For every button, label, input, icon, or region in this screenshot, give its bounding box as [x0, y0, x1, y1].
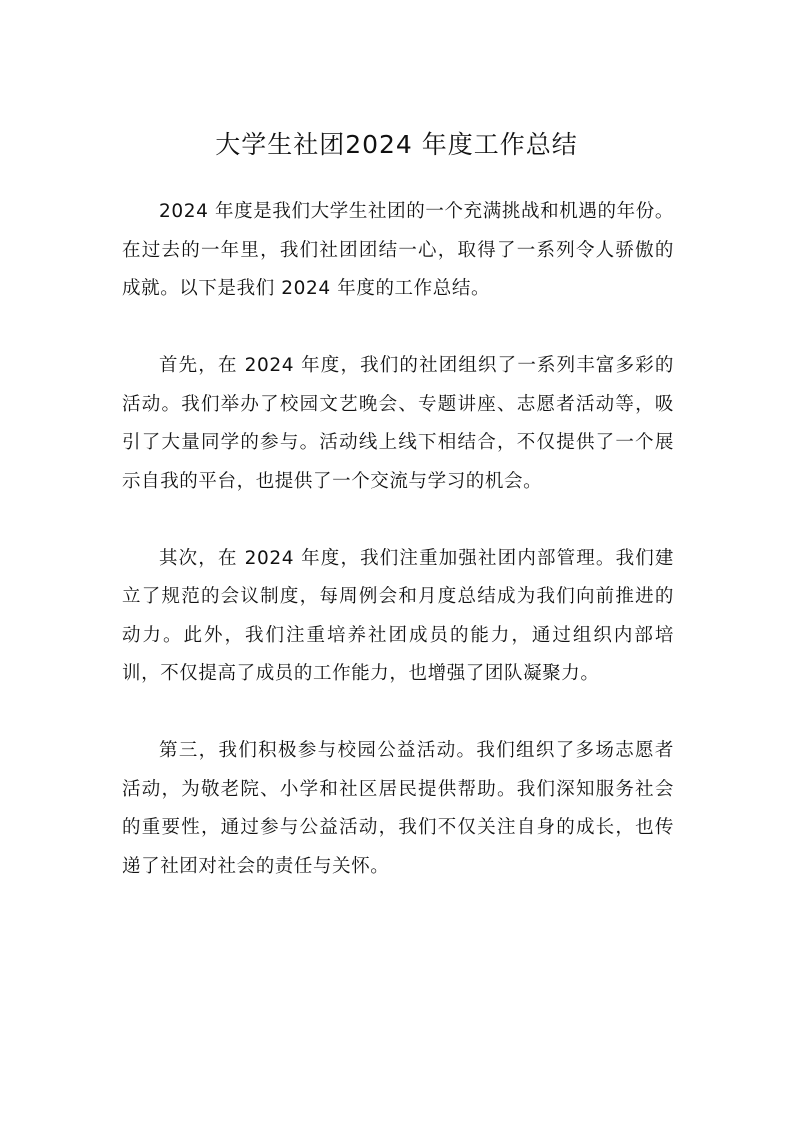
paragraph-activities: 首先，在 2024 年度，我们的社团组织了一系列丰富多彩的活动。我们举办了校园文艺晚会、专题讲座、志愿者活动等，吸引了大量同学的参与。活动线上线下相结合，不仅提供了一个展示自我的平台，也提供了一个交流与学习的机会。 [122, 355, 674, 492]
paragraph-public-service: 第三，我们积极参与校园公益活动。我们组织了多场志愿者活动，为敬老院、小学和社区居民提供帮助。我们深知服务社会的重要性，通过参与公益活动，我们不仅关注自身的成长，也传递了社团对社会的责任与关怀。 [122, 740, 674, 877]
paragraph-management: 其次，在 2024 年度，我们注重加强社团内部管理。我们建立了规范的会议制度，每周例会和月度总结成为我们向前推进的动力。此外，我们注重培养社团成员的能力，通过组织内部培训，不仅提高了成员的工作能力，也增强了团队凝聚力。 [122, 547, 674, 684]
document-body [122, 193, 674, 886]
document-title: 大学生社团2024 年度工作总结 [215, 130, 578, 159]
paragraph-intro: 2024 年度是我们大学生社团的一个充满挑战和机遇的年份。在过去的一年里，我们社团团结一心，取得了一系列令人骄傲的成就。以下是我们 2024 年度的工作总结。 [122, 201, 674, 299]
